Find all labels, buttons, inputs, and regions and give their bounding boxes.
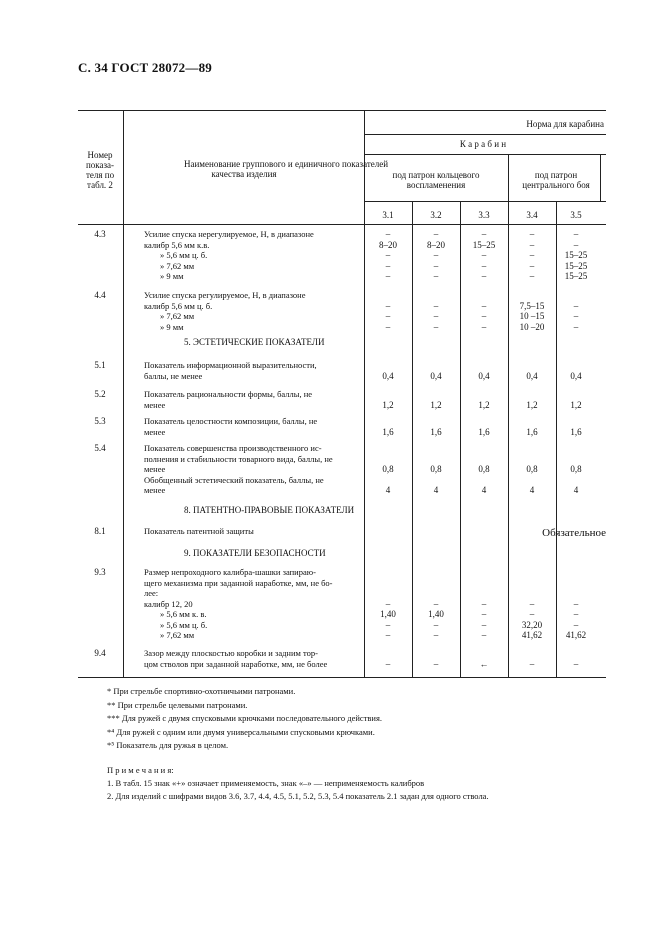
indicator-text: полнения и стабильности товарного вида, баллы, не <box>144 453 333 464</box>
indicator-text: Показатель рациональности формы, баллы, не <box>144 389 313 399</box>
norm-rule <box>364 134 606 135</box>
indicator-text: » 7,62 мм <box>160 260 195 271</box>
value-cell: 4 <box>385 485 391 495</box>
row-number: 4.4 <box>94 290 106 300</box>
value-cell: 0,4 <box>430 370 442 381</box>
indicator-text: Показатель целостности композиции, баллы, не <box>144 416 318 426</box>
value-cell: – <box>481 609 487 619</box>
indicator-text: Показатель информационной выразительности, <box>144 360 317 370</box>
indicator-text: калибр 12, 20 <box>144 598 193 609</box>
indicator-text: » 5,6 мм ц. б. <box>160 250 208 260</box>
value-cell: – <box>433 229 439 239</box>
value-cell: 41,62 <box>565 630 587 640</box>
indicator-text: лее: <box>144 588 159 598</box>
row-number: 5.2 <box>94 389 106 399</box>
header-code: 3.5 <box>570 210 582 220</box>
value-cell: – <box>573 239 579 250</box>
value-cell: – <box>433 260 439 271</box>
row-number: 8.1 <box>94 526 106 536</box>
value-cell: – <box>433 321 439 332</box>
value-cell: 0,4 <box>526 370 538 381</box>
value-cell: – <box>573 619 579 630</box>
row-number: 9.4 <box>94 648 106 658</box>
value-cell: – <box>481 321 487 332</box>
header-num: теля по <box>85 170 115 180</box>
header-num: показа- <box>85 160 115 170</box>
note-item: 1. В табл. 15 знак «+» означает применяемость, знак «–» — неприменяемость калибров <box>107 778 425 788</box>
value-cell: – <box>529 598 535 609</box>
header-num: Номер <box>87 150 113 160</box>
header-central-fire: центрального боя <box>522 180 590 190</box>
indicator-text: калибр 5,6 мм ц. б. <box>144 300 213 311</box>
section-heading: 9. ПОКАЗАТЕЛИ БЕЗОПАСНОСТИ <box>184 548 326 558</box>
value-cell: – <box>433 630 439 640</box>
value-cell: – <box>481 271 487 281</box>
header-code: 3.4 <box>526 210 538 220</box>
value-cell: 4 <box>433 485 439 495</box>
indicator-text: » 7,62 мм <box>160 311 195 321</box>
indicator-text: менее <box>144 464 166 474</box>
value-cell: – <box>573 609 579 619</box>
mandatory-note: Обязательное <box>542 527 606 539</box>
value-cell: 0,8 <box>526 464 538 474</box>
footnote: *⁵ Показатель для ружья в целом. <box>107 740 229 750</box>
value-cell: – <box>385 300 391 311</box>
header-code: 3.1 <box>382 210 394 220</box>
header-central-fire: под патрон <box>534 170 578 180</box>
value-cell: 4 <box>481 485 487 495</box>
value-cell: 4 <box>529 485 535 495</box>
page-header: С. 34 ГОСТ 28072—89 <box>78 60 212 75</box>
value-cell: – <box>529 260 535 271</box>
value-cell: – <box>573 321 579 332</box>
indicator-text: калибр 5,6 мм к.в. <box>144 239 210 250</box>
value-cell: – <box>433 250 439 260</box>
value-cell: 32,20 <box>521 619 543 630</box>
value-cell: – <box>385 260 391 271</box>
notes-title: П р и м е ч а н и я: <box>107 765 174 775</box>
karabin-rule <box>364 154 606 155</box>
value-cell: 1,2 <box>478 399 490 410</box>
indicator-text: Показатель совершенства производственного ис- <box>144 443 322 453</box>
value-cell: – <box>573 229 579 239</box>
table-top-rule <box>78 110 606 111</box>
value-cell: 15–25 <box>564 260 588 271</box>
value-cell: 1,6 <box>430 426 442 437</box>
header-norm: Норма для карабина <box>526 119 604 129</box>
header-code: 3.3 <box>478 210 490 220</box>
header-karabin: К а р а б и н <box>459 139 507 149</box>
value-cell: – <box>481 260 487 271</box>
value-cell: – <box>573 300 579 311</box>
value-cell: – <box>385 619 391 630</box>
value-cell: 1,2 <box>570 399 582 410</box>
value-cell: – <box>481 250 487 260</box>
header-ring-fire: под патрон кольцевого <box>392 170 480 180</box>
value-cell: – <box>433 300 439 311</box>
value-cell: 8–20 <box>379 239 397 250</box>
value-cell: – <box>573 658 579 669</box>
indicator-text: Усилие спуска нерегулируемое, Н, в диапазоне <box>144 229 314 239</box>
indicator-text: Показатель патентной защиты <box>144 526 254 536</box>
value-cell: 1,6 <box>526 426 538 437</box>
row-number: 9.3 <box>94 567 106 577</box>
header-code: 3.2 <box>430 210 442 220</box>
value-cell: 1,2 <box>526 399 538 410</box>
value-cell: 8–20 <box>427 239 445 250</box>
footnote: *⁴ Для ружей с одним или двумя универсальными спусковыми крючками. <box>107 726 375 737</box>
value-cell: 0,8 <box>382 464 394 474</box>
value-cell: – <box>529 250 535 260</box>
value-cell: – <box>385 321 391 332</box>
row-number: 4.3 <box>94 229 106 239</box>
value-cell: – <box>433 619 439 630</box>
row-number: 5.1 <box>94 360 106 370</box>
header-num: табл. 2 <box>87 180 113 190</box>
indicator-text: Зазор между плоскостью коробки и задним тор- <box>144 648 318 658</box>
indicator-text: Обобщенный эстетический показатель, баллы, не <box>144 474 324 485</box>
value-cell: – <box>529 229 535 239</box>
value-cell: – <box>385 630 391 640</box>
indicator-text: » 5,6 мм к. в. <box>160 609 207 619</box>
table-bottom-rule <box>78 677 606 678</box>
value-cell: 1,2 <box>430 399 442 410</box>
indicator-text: баллы, не менее <box>144 370 203 381</box>
value-cell: – <box>385 598 391 609</box>
value-cell: – <box>385 311 391 321</box>
section-heading: 5. ЭСТЕТИЧЕСКИЕ ПОКАЗАТЕЛИ <box>184 337 325 347</box>
value-cell: – <box>529 239 535 250</box>
header-ring-fire: воспламенения <box>406 180 466 190</box>
header-name: Наименование группового и единичного показателей <box>184 159 389 169</box>
value-cell: 0,4 <box>570 370 582 381</box>
value-cell: – <box>481 630 487 640</box>
value-cell: 1,6 <box>570 426 582 437</box>
indicator-text: Размер непроходного калибра-шашки запираю- <box>144 567 316 577</box>
value-cell: – <box>433 658 439 669</box>
value-cell: – <box>481 619 487 630</box>
codes-rule <box>364 201 606 202</box>
footnote: ** При стрельбе целевыми патронами. <box>107 699 248 710</box>
value-cell: 10 –20 <box>519 321 545 332</box>
header-bottom-rule <box>78 224 606 225</box>
value-cell: 1,6 <box>478 426 490 437</box>
value-cell: 1,6 <box>382 426 394 437</box>
value-cell: 1,40 <box>380 609 396 619</box>
value-cell: 41,62 <box>521 630 543 640</box>
row-number: 5.4 <box>94 443 106 453</box>
value-cell: – <box>433 598 439 609</box>
value-cell: – <box>385 250 391 260</box>
value-cell: – <box>385 658 391 669</box>
value-cell: – <box>481 311 487 321</box>
indicator-text: менее <box>144 399 166 410</box>
indicator-text: щего механизма при заданной наработке, мм, не бо- <box>144 577 333 588</box>
indicator-text: менее <box>144 426 166 437</box>
value-cell: ← <box>479 658 489 669</box>
value-cell: – <box>385 271 391 281</box>
value-cell: – <box>573 598 579 609</box>
value-cell: – <box>481 598 487 609</box>
note-item: 2. Для изделий с шифрами видов 3.6, 3.7, 4.4, 4.5, 5.1, 5.2, 5.3, 5.4 показатель 2.1 задан для одного ствола. <box>107 790 489 801</box>
col-divider-name <box>364 110 365 677</box>
indicator-text: » 9 мм <box>160 271 184 281</box>
value-cell: – <box>385 229 391 239</box>
header-name: качества изделия <box>211 169 277 179</box>
indicator-text: » 7,62 мм <box>160 630 195 640</box>
value-cell: 15–25 <box>564 250 588 260</box>
indicator-text: менее <box>144 485 166 495</box>
indicator-text: » 5,6 мм ц. б. <box>160 619 208 630</box>
value-cell: 15–25 <box>472 239 496 250</box>
value-cell: – <box>481 300 487 311</box>
value-cell: 15–25 <box>564 271 588 281</box>
value-cell: 0,4 <box>478 370 490 381</box>
indicator-text: цом стволов при заданной наработке, мм, не более <box>144 658 328 669</box>
value-cell: 0,8 <box>430 464 442 474</box>
value-cell: – <box>481 229 487 239</box>
value-cell: 0,8 <box>570 464 582 474</box>
value-cell: 0,4 <box>382 370 394 381</box>
value-cell: 0,8 <box>478 464 490 474</box>
value-cell: 10 –15 <box>519 311 545 321</box>
value-cell: – <box>529 658 535 669</box>
value-cell: – <box>529 271 535 281</box>
value-cell: – <box>433 271 439 281</box>
footnote: *** Для ружей с двумя спусковыми крючками последовательного действия. <box>107 713 383 723</box>
row-number: 5.3 <box>94 416 106 426</box>
value-cell: 1,2 <box>382 399 394 410</box>
value-cell: – <box>573 311 579 321</box>
footnote: * При стрельбе спортивно-охотничьими патронами. <box>107 686 296 696</box>
indicator-text: Усилие спуска регулируемое, Н, в диапазоне <box>144 290 306 300</box>
indicator-text: » 9 мм <box>160 321 184 332</box>
value-cell: – <box>529 609 535 619</box>
value-cell: 1,40 <box>428 609 444 619</box>
section-heading: 8. ПАТЕНТНО-ПРАВОВЫЕ ПОКАЗАТЕЛИ <box>184 505 355 515</box>
value-cell: 7,5–15 <box>519 300 545 311</box>
value-cell: – <box>433 311 439 321</box>
value-cell: 4 <box>573 485 579 495</box>
